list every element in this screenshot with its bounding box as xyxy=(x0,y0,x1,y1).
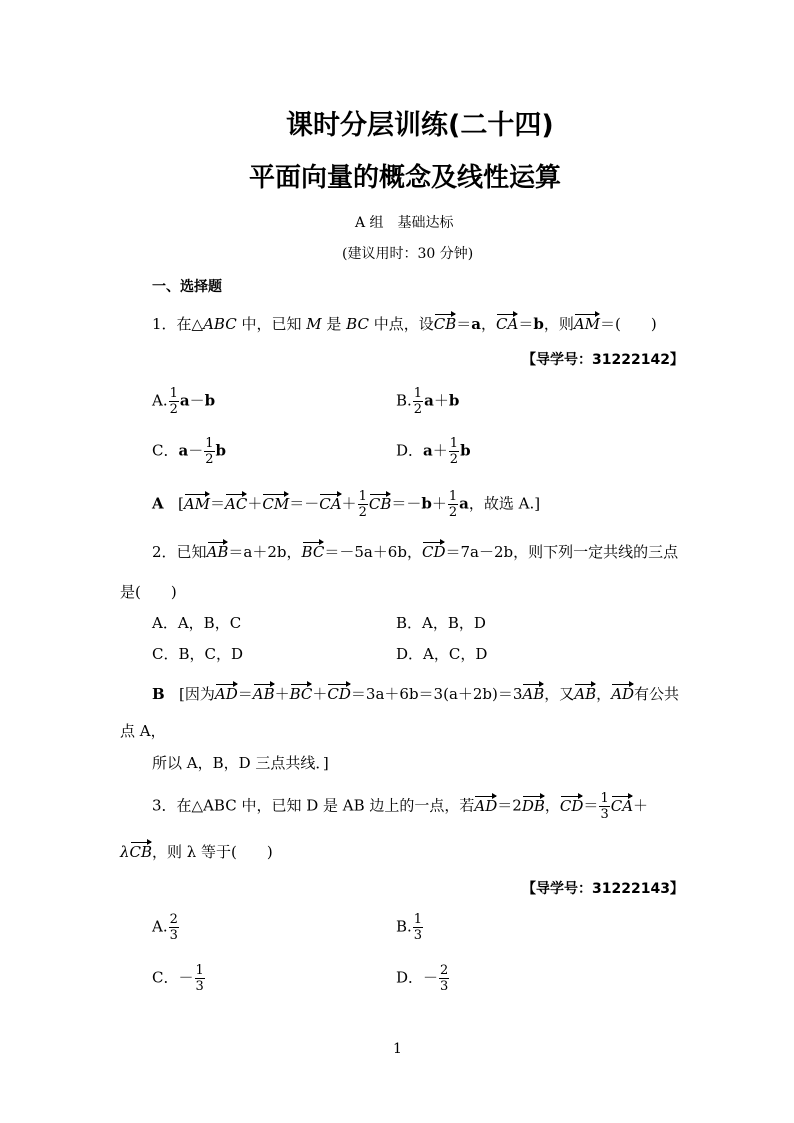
q1-answer xyxy=(152,490,540,519)
vector-ab: AB xyxy=(206,543,229,561)
vector-cb: CB xyxy=(433,315,457,333)
q2-answer: B [因为AD＝AB＋BC＋CD＝3a＋6b＝3(a＋2b)＝3AB，又AB，AD有公共 xyxy=(152,685,680,703)
q2-answer-cont: 点 A， xyxy=(120,722,166,740)
vector-ad: AD xyxy=(611,685,635,703)
q1-segment: BC xyxy=(346,315,369,333)
answer-text: 有公共 xyxy=(634,685,680,703)
vector-am: AM xyxy=(183,494,211,513)
q1-point-m: M xyxy=(306,315,322,333)
vector-cd: CD xyxy=(421,543,446,561)
plus: ＋ xyxy=(633,796,649,815)
vector-ad: AD xyxy=(214,685,238,703)
q2-text: ，则下列一定共线的三点 xyxy=(513,543,679,561)
question-3-stem-cont xyxy=(120,841,273,862)
q2-expr: ＝－5a＋6b xyxy=(324,543,407,561)
vector-cb: CB xyxy=(368,494,392,513)
vector-cb: CB xyxy=(129,843,153,861)
question-2-stem-cont: 是( ) xyxy=(120,583,177,601)
q2-option-b: B．A，B，D xyxy=(396,614,486,632)
var-a: a xyxy=(178,441,189,460)
q3-number: 3． xyxy=(152,796,177,815)
var-b: b xyxy=(215,441,227,460)
fraction-one-half: $\frac{1}{2}$ xyxy=(449,436,459,467)
vector-cd: CD xyxy=(327,685,351,703)
q1-text: 中点，设 xyxy=(368,315,434,333)
minus: － xyxy=(178,968,194,987)
fraction-one-half: $\frac{1}{2}$ xyxy=(169,386,178,417)
fraction-one-half: $\frac{1}{2}$ xyxy=(358,489,367,520)
vector-ac: AC xyxy=(225,494,248,513)
bracket: [ xyxy=(177,494,184,513)
section-heading: 一、选择题 xyxy=(152,279,222,295)
option-label: A. xyxy=(152,391,168,410)
option-label: C． xyxy=(152,441,179,460)
answer-letter: B xyxy=(152,685,165,703)
var-a: a xyxy=(424,391,434,410)
var-b: b xyxy=(204,391,216,410)
guide-number-2: 【导学号：31222143】 xyxy=(522,881,684,897)
vector-ab: AB xyxy=(522,685,545,703)
plus: ＋ xyxy=(432,441,448,460)
var-a: a xyxy=(179,391,190,410)
option-label: B. xyxy=(396,917,412,936)
q1-option-d xyxy=(396,437,471,466)
fraction-one-half: $\frac{1}{2}$ xyxy=(413,386,423,417)
group-label: A 组 基础达标 xyxy=(355,215,454,231)
eq: ＝ xyxy=(289,494,305,513)
page-title: 课时分层训练(二十四) xyxy=(286,110,554,141)
q1-var-b: b xyxy=(533,315,544,333)
vector-db: DB xyxy=(521,796,545,815)
q3-option-d xyxy=(396,964,450,993)
guide-number-1: 【导学号：31222142】 xyxy=(522,352,684,368)
vector-ca: CA xyxy=(610,796,634,815)
fraction-one-third: $\frac{1}{3}$ xyxy=(600,791,609,822)
q2-expr: ＝a＋2b xyxy=(228,543,287,561)
vector-ab: AB xyxy=(252,685,275,703)
fraction-one-half: $\frac{1}{2}$ xyxy=(448,489,458,520)
option-label: A. xyxy=(152,917,168,936)
q1-number: 1． xyxy=(152,315,177,333)
plus: ＋ xyxy=(431,494,447,513)
plus: ＋ xyxy=(341,494,357,513)
lambda: λ xyxy=(120,843,130,861)
q2-text: 已知 xyxy=(176,543,207,561)
q3-option-b xyxy=(396,913,424,942)
q1-eq: ＝ xyxy=(518,315,534,333)
q3-text: ，则 λ 等于( ) xyxy=(152,843,273,861)
plus: ＋ xyxy=(433,391,449,410)
minus: － xyxy=(423,968,439,987)
fraction-one-third: $\frac{1}{3}$ xyxy=(413,912,423,943)
answer-text: [因为 xyxy=(179,685,215,703)
question-3-stem: 3．在△ABC 中，已知 D 是 AB 边上的一点，若AD＝2DB，CD＝ $\frac{1}{3}$ CA＋ xyxy=(152,791,649,822)
question-2-stem: 2．已知AB＝a＋2b，BC＝－5a＋6b，CD＝7a－2b，则下列一定共线的三点 xyxy=(152,543,679,561)
q2-expr: ＝7a－2b xyxy=(445,543,514,561)
vector-cd: CD xyxy=(559,796,584,815)
vector-cm: CM xyxy=(262,494,290,513)
option-label: D． xyxy=(396,968,424,987)
page-number: 1 xyxy=(393,1041,402,1057)
var-a: a xyxy=(423,441,433,460)
q1-sep: ， xyxy=(480,315,496,333)
q1-triangle: ABC xyxy=(203,315,237,333)
q2-option-a: A．A，B，C xyxy=(152,614,242,632)
q1-eq: ＝ xyxy=(456,315,472,333)
q1-text: 是 xyxy=(321,315,347,333)
fraction-one-third: $\frac{1}{3}$ xyxy=(195,963,204,994)
q3-expr: ＝2 xyxy=(497,796,522,815)
option-label: B. xyxy=(396,391,412,410)
vector-ca: CA xyxy=(496,315,519,333)
q3-text: 在△ABC 中，已知 D 是 AB 边上的一点，若 xyxy=(176,796,475,815)
q3-option-a xyxy=(152,913,180,942)
fraction-two-thirds: $\frac{2}{3}$ xyxy=(440,963,449,994)
var-b: b xyxy=(460,441,471,460)
q3-option-c xyxy=(152,964,206,993)
eq: ＝ xyxy=(391,494,407,513)
q1-var-a: a xyxy=(471,315,481,333)
question-1-stem xyxy=(152,313,657,334)
page-subtitle: 平面向量的概念及线性运算 xyxy=(249,163,562,193)
minus: － xyxy=(189,391,205,410)
vector-ca: CA xyxy=(319,494,342,513)
q1-text: 中，已知 xyxy=(236,315,307,333)
q2-answer-cont2: 所以 A，B，D 三点共线．] xyxy=(152,754,329,772)
q1-text: 在△ xyxy=(176,315,204,333)
q1-option-a xyxy=(152,387,215,416)
q1-blank: ＝( ) xyxy=(600,315,657,333)
var-a: a xyxy=(459,494,469,513)
answer-text: ，又 xyxy=(544,685,575,703)
eq: ＝ xyxy=(210,494,226,513)
q3-eq: ＝ xyxy=(583,796,599,815)
fraction-two-thirds: $\frac{2}{3}$ xyxy=(169,912,178,943)
fraction-one-half: $\frac{1}{2}$ xyxy=(205,436,214,467)
time-note: (建议用时：30 分钟) xyxy=(342,246,474,262)
q1-text: ，则 xyxy=(543,315,574,333)
vector-ad: AD xyxy=(474,796,498,815)
answer-end: ，故选 A.] xyxy=(468,494,541,513)
var-b: b xyxy=(448,391,460,410)
minus: － xyxy=(304,494,320,513)
vector-bc: BC xyxy=(301,543,325,561)
answer-letter: A xyxy=(152,494,164,513)
q1-option-b xyxy=(396,387,459,416)
vector-bc: BC xyxy=(289,685,313,703)
option-label: D． xyxy=(396,441,424,460)
plus: ＋ xyxy=(247,494,263,513)
q2-number: 2． xyxy=(152,543,177,561)
minus: － xyxy=(406,494,422,513)
option-label: C． xyxy=(152,968,179,987)
vector-ab: AB xyxy=(574,685,597,703)
q1-option-c xyxy=(152,437,226,466)
minus: － xyxy=(188,441,204,460)
answer-text: ＝3a＋6b＝3(a＋2b)＝3 xyxy=(350,685,523,703)
q2-option-c: C．B，C，D xyxy=(152,645,244,663)
var-b: b xyxy=(421,494,432,513)
q2-option-d: D．A，C，D xyxy=(396,645,488,663)
vector-am: AM xyxy=(573,315,601,333)
